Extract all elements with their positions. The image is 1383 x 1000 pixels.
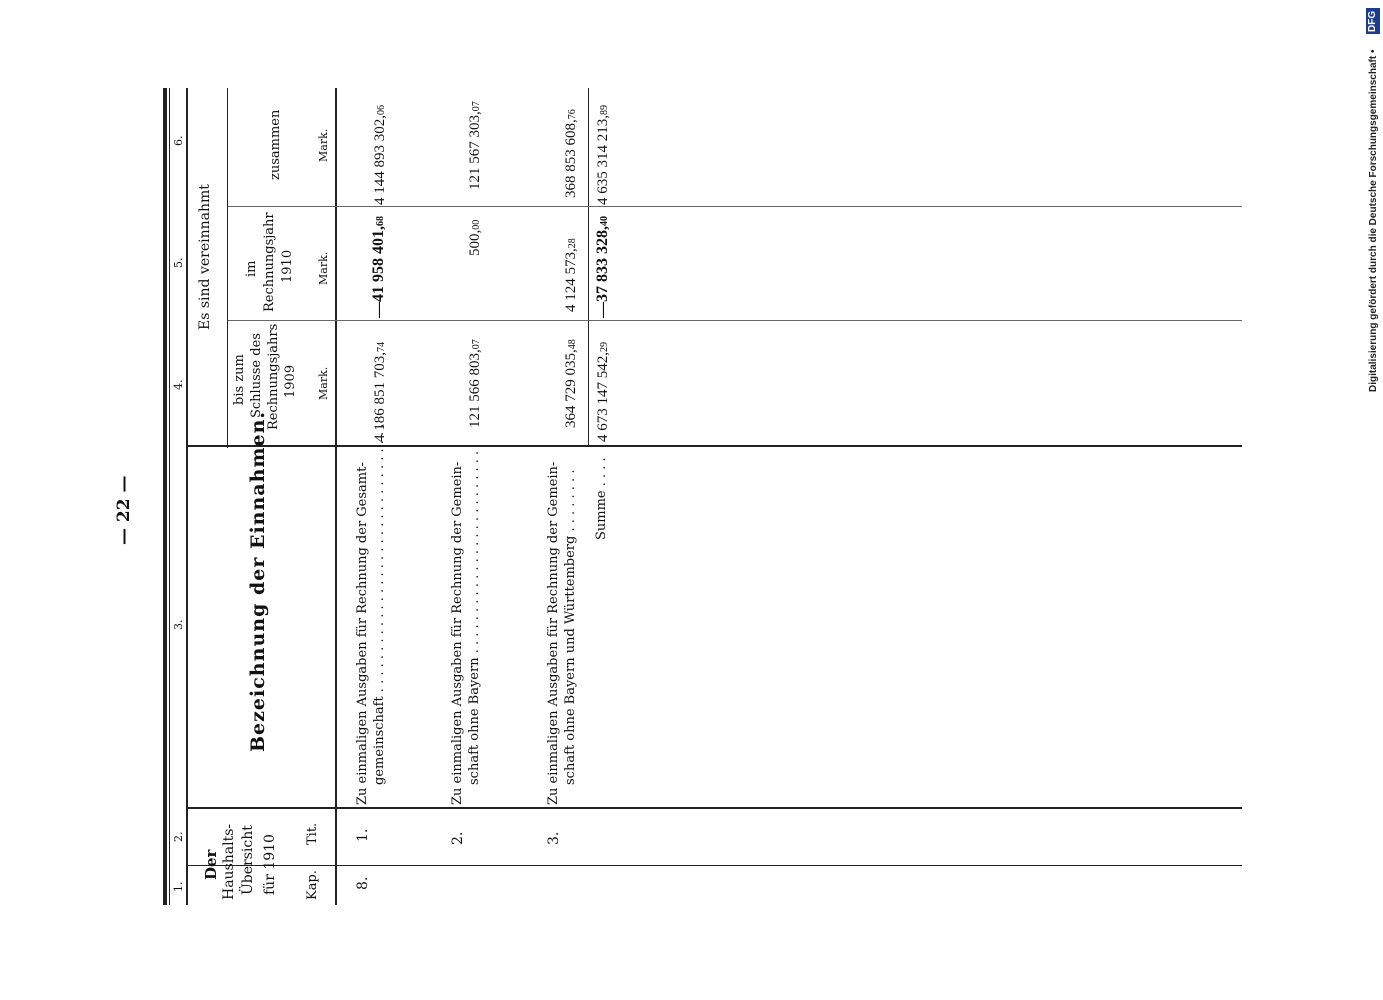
header-kap: Kap.	[305, 870, 320, 900]
header-tit: Tit.	[305, 822, 320, 845]
row1-col4-int: 4 186 851 703,	[372, 352, 388, 442]
col5-header-line2: Rechnungsjahr	[262, 212, 277, 312]
sum-col6-value	[595, 105, 612, 205]
row1-col6-value	[372, 105, 389, 205]
row3-col4-dec: 48	[567, 339, 578, 350]
row3-col6-value	[563, 109, 580, 198]
row2-col6-dec: 07	[471, 101, 482, 112]
row2-col5-value	[467, 220, 484, 256]
sum-col6-int: 4 635 314 213,	[595, 115, 611, 205]
row2-col4-dec: 07	[471, 339, 482, 350]
sum-top-rule	[588, 88, 589, 446]
row3-text-line2: schaft ohne Bayern und Württemberg . . . . . . . .	[563, 469, 578, 785]
sum-col4-value	[595, 342, 612, 442]
header-der: Der	[202, 849, 220, 880]
column-number-row-rule	[186, 88, 188, 905]
sum-label: Summe . . . .	[594, 457, 609, 540]
row2-col4-int: 121 566 803,	[467, 349, 483, 428]
col3-col4-separator	[187, 445, 1242, 447]
col4-col5-separator	[228, 320, 1242, 321]
page-number: — 22 —	[114, 475, 134, 545]
row2-text-line2: schaft ohne Bayern . . . . . . . . . . . . . . . . . . . . . . . . .	[467, 450, 482, 785]
row1-text-line2: gemeinschaft . . . . . . . . . . . . . . . . . . . . . . . . . . . . . . . . .	[372, 423, 387, 785]
row2-col5-int: 500,	[467, 229, 483, 256]
column-number-2: 2.	[172, 831, 185, 842]
col5-header-unit: Mark.	[317, 251, 330, 285]
col6-header-unit: Mark.	[317, 128, 330, 162]
col6-header: zusammen	[268, 109, 283, 180]
row1-col4-dec: 74	[376, 342, 387, 352]
col4-header-line1: bis zum	[232, 354, 247, 405]
header-fuer-1910: für 1910	[262, 834, 278, 895]
row1-tit: 1.	[355, 828, 371, 842]
sum-col5-value	[594, 216, 612, 318]
row2-col4-value	[467, 339, 484, 428]
row1-col6-dec: 06	[376, 105, 387, 115]
column-number-4: 4.	[172, 379, 185, 390]
col4-header-unit: Mark.	[317, 366, 330, 400]
row1-col4-value	[372, 342, 389, 442]
row3-tit: 3.	[546, 831, 562, 845]
table-top-rule-thick	[163, 88, 167, 905]
vereinnahmt-rule	[227, 88, 228, 448]
col5-header-line3: 1910	[280, 249, 295, 283]
row1-kap: 8.	[355, 876, 371, 890]
row3-col5-value	[563, 238, 580, 312]
column-number-5: 5.	[172, 257, 185, 268]
row3-col6-dec: 76	[567, 109, 578, 120]
sum-col5-int: —37 833 328,	[594, 226, 611, 318]
sum-col4-int: 4 673 147 542,	[595, 352, 611, 442]
row3-col6-int: 368 853 608,	[563, 119, 579, 198]
row1-col5-int: —41 958 401,	[370, 226, 387, 318]
row2-col6-value	[467, 101, 484, 190]
col4-header-line3: Rechnungsjahrs	[266, 323, 281, 430]
col4-header-line4: 1909	[283, 364, 298, 398]
col2-col3-separator	[187, 807, 1242, 809]
col5-header-line1: im	[244, 260, 259, 277]
dfg-logo: DFG	[1366, 8, 1380, 34]
row1-col6-int: 4 144 893 302,	[372, 115, 388, 205]
header-bottom-rule	[335, 88, 337, 905]
table-top-rule-thin	[169, 88, 170, 905]
col1-col2-separator	[187, 865, 1242, 866]
row1-col5-value	[370, 216, 388, 318]
sum-col4-dec: 29	[599, 342, 610, 352]
row1-col5-dec: 68	[375, 216, 386, 226]
haushalts-header	[195, 0, 196, 1]
row1-text-line1: Zu einmaligen Ausgaben für Rechnung der Gesamt-	[355, 462, 370, 805]
row2-tit: 2.	[450, 831, 466, 845]
row3-col4-value	[563, 339, 580, 428]
sum-col5-dec: 40	[599, 216, 610, 226]
col5-col6-separator	[228, 206, 1242, 207]
row2-col6-int: 121 567 303,	[467, 111, 483, 190]
header-uebersicht: Übersicht	[240, 825, 256, 895]
header-vereinnahmt: Es sind vereinnahmt	[197, 184, 213, 330]
header-bezeichnung: Bezeichnung der Einnahmen.	[247, 410, 269, 752]
column-number-3: 3.	[172, 619, 185, 630]
row3-col5-dec: 28	[567, 238, 578, 249]
row2-text-line1: Zu einmaligen Ausgaben für Rechnung der Gemein-	[450, 461, 465, 805]
row3-col5-int: 4 124 573,	[563, 248, 579, 312]
sum-col6-dec: 89	[599, 105, 610, 115]
header-haushalts: Haushalts-	[221, 823, 237, 900]
col4-header-line2: Schlusse des	[249, 333, 264, 418]
row3-text-line1: Zu einmaligen Ausgaben für Rechnung der Gemein-	[546, 461, 561, 805]
column-number-6: 6.	[172, 135, 185, 146]
dfg-side-note: Digitalisierung gefördert durch die Deutsche Forschungsgemeinschaft •	[1368, 49, 1379, 392]
row2-col5-dec: 00	[471, 219, 482, 230]
column-number-1: 1.	[172, 881, 185, 892]
row3-col4-int: 364 729 035,	[563, 349, 579, 428]
